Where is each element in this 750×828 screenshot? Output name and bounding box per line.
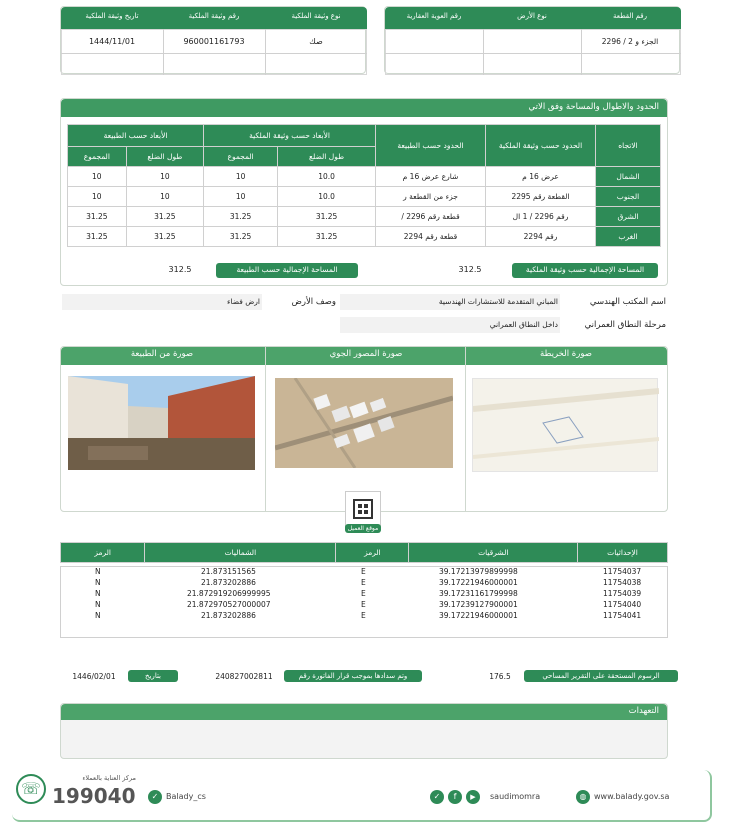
area-deed-value: 312.5 <box>458 265 482 274</box>
date-label: بتاريخ <box>128 670 178 682</box>
land-desc-label: وصف الأرض <box>291 297 336 307</box>
northing: 21.873151565 <box>201 567 256 576</box>
date-value: 1446/02/01 <box>72 672 116 681</box>
easting: 39.17221946000001 <box>439 611 518 620</box>
header-total-nature: المجموع <box>68 147 127 167</box>
bound-nature-cell: قطعة رقم 2296 / <box>376 207 486 227</box>
facebook-icon[interactable]: f <box>448 790 462 804</box>
notes-title: التعهدات <box>628 706 659 716</box>
deed-type-value: صك <box>309 37 323 46</box>
header-northings: الشماليات <box>145 543 336 563</box>
header-dims-deed: الأبعاد حسب وثيقة الملكية <box>204 125 376 147</box>
phone-number: 199040 <box>52 784 136 808</box>
northing: 21.873202886 <box>201 611 256 620</box>
dim-cell: 31.25 <box>278 207 376 227</box>
n-symbol: N <box>95 578 101 587</box>
aerial-image <box>275 378 453 468</box>
direction-cell: الشرق <box>596 207 661 227</box>
fee-value: 176.5 <box>489 672 511 681</box>
qr-code[interactable] <box>345 491 381 527</box>
invoice-value: 240827002811 <box>215 672 273 681</box>
header-side-nature: طول الضلع <box>126 147 203 167</box>
header-dims-nature: الأبعاد حسب الطبيعة <box>68 125 204 147</box>
direction-cell: الشمال <box>596 167 661 187</box>
deed-number-value: 960001161793 <box>183 37 245 46</box>
area-nature-label: المساحة الإجمالية حسب الطبيعة <box>216 263 358 278</box>
top-right-table <box>384 6 680 74</box>
notes-section <box>60 703 668 759</box>
header-land-type: نوع الأرض <box>517 12 547 20</box>
header-bounds-nature: الحدود حسب الطبيعة <box>376 125 486 167</box>
coord-id: 11754037 <box>603 567 642 576</box>
fee-label: الرسوم المستحقة على التقرير المساحي <box>524 670 678 682</box>
e-symbol: E <box>361 600 366 609</box>
header-coord-id: الإحداثيات <box>578 543 668 563</box>
easting: 39.17231161799998 <box>439 589 518 598</box>
header-plot-number: رقم القطعة <box>612 12 648 20</box>
social-icons <box>430 790 486 804</box>
nature-image-title: صورة من الطبيعة <box>130 349 194 359</box>
header-n-symbol: الرمز <box>61 543 145 563</box>
dim-cell: 10 <box>204 167 278 187</box>
bound-nature-cell: شارع عرض 16 م <box>376 167 486 187</box>
urban-value: داخل النطاق العمراني <box>489 320 558 329</box>
dim-cell: 31.25 <box>204 207 278 227</box>
boundaries-table <box>67 124 661 247</box>
e-symbol: E <box>361 589 366 598</box>
twitter-icon[interactable]: ✓ <box>148 790 162 804</box>
e-symbol: E <box>361 578 366 587</box>
dim-cell: 10.0 <box>278 167 376 187</box>
e-symbol: E <box>361 611 366 620</box>
dim-cell: 10 <box>126 167 203 187</box>
coord-id: 11754040 <box>603 600 642 609</box>
office-value: المباني المتقدمة للاستشارات الهندسية <box>438 297 558 306</box>
table-row <box>68 207 661 227</box>
n-symbol: N <box>95 611 101 620</box>
area-nature-value: 312.5 <box>168 265 192 274</box>
globe-icon: ◍ <box>576 790 590 804</box>
table-row <box>68 227 661 247</box>
dim-cell: 10 <box>68 167 127 187</box>
plot-number-value: 2296 / 2 الجزء و <box>601 37 659 46</box>
dim-cell: 10.0 <box>278 187 376 207</box>
header-direction: الاتجاه <box>596 125 661 167</box>
dim-cell: 10 <box>68 187 127 207</box>
website-link[interactable]: www.balady.gov.sa <box>594 792 670 801</box>
header-deed-date: تاريخ وثيقة الملكية <box>85 12 139 20</box>
dim-cell: 31.25 <box>278 227 376 247</box>
easting: 39.17213979899998 <box>439 567 518 576</box>
urban-label: مرحلة النطاق العمراني <box>584 320 666 330</box>
social-handle[interactable]: saudimomra <box>490 792 541 801</box>
map-image <box>472 378 658 472</box>
bound-deed-cell: عرض 16 م <box>486 167 596 187</box>
dim-cell: 10 <box>204 187 278 207</box>
bound-nature-cell: جزء من القطعة ر <box>376 187 486 207</box>
bound-deed-cell: القطعة رقم 2295 <box>486 187 596 207</box>
bound-deed-cell: رقم 2296 / 1 ال <box>486 207 596 227</box>
header-eastings: الشرقيات <box>409 543 578 563</box>
invoice-label: وتم سدادها بموجب قرار الفاتورة رقم <box>284 670 422 682</box>
bound-nature-cell: قطعة رقم 2294 <box>376 227 486 247</box>
coordinates-body <box>60 566 668 638</box>
coordinates-table <box>60 542 668 563</box>
dim-cell: 31.25 <box>126 227 203 247</box>
coord-id: 11754039 <box>603 589 642 598</box>
coord-id: 11754041 <box>603 611 642 620</box>
area-deed-label: المساحة الإجمالية حسب وثيقة الملكية <box>512 263 658 278</box>
northing: 21.873202886 <box>201 578 256 587</box>
easting: 39.17221946000001 <box>439 578 518 587</box>
header-deed-number: رقم وثيقة الملكية <box>188 12 240 20</box>
office-label: اسم المكتب الهندسي <box>589 297 666 307</box>
top-left-table <box>60 6 366 74</box>
nature-photo <box>68 376 255 470</box>
direction-cell: الجنوب <box>596 187 661 207</box>
phone-icon: ☏ <box>16 774 46 804</box>
n-symbol: N <box>95 567 101 576</box>
n-symbol: N <box>95 600 101 609</box>
n-symbol: N <box>95 589 101 598</box>
qr-label: موقع العميل <box>345 524 381 533</box>
twitter-handle[interactable]: Balady_cs <box>166 792 206 801</box>
care-label: مركز العناية بالعملاء <box>82 774 136 782</box>
map-image-title: صورة الخريطة <box>540 349 592 359</box>
dim-cell: 10 <box>126 187 203 207</box>
header-side-deed: طول الضلع <box>278 147 376 167</box>
bound-deed-cell: رقم 2294 <box>486 227 596 247</box>
easting: 39.17239127900001 <box>439 600 518 609</box>
header-e-symbol: الرمز <box>336 543 409 563</box>
e-symbol: E <box>361 567 366 576</box>
twitter-icon[interactable]: ✓ <box>430 790 444 804</box>
dim-cell: 31.25 <box>68 227 127 247</box>
boundaries-title: الحدود والاطوال والمساحة وفق الاتي <box>61 99 667 117</box>
dim-cell: 31.25 <box>126 207 203 227</box>
youtube-icon[interactable]: ▶ <box>466 790 480 804</box>
northing: 21.872970527000007 <box>187 600 271 609</box>
northing: 21.872919206999995 <box>187 589 271 598</box>
header-total-deed: المجموع <box>204 147 278 167</box>
aerial-image-title: صورة المصور الجوي <box>329 349 403 359</box>
deed-date-value: 1444/11/01 <box>88 37 136 46</box>
coord-id: 11754038 <box>603 578 642 587</box>
dim-cell: 31.25 <box>204 227 278 247</box>
header-deed-type: نوع وثيقة الملكية <box>291 12 341 20</box>
direction-cell: الغرب <box>596 227 661 247</box>
table-row <box>68 167 661 187</box>
land-desc-value: ارض فضاء <box>226 297 260 306</box>
header-bounds-deed: الحدود حسب وثيقة الملكية <box>486 125 596 167</box>
header-real-estate-number: رقم العوية العقارية <box>406 12 462 20</box>
dim-cell: 31.25 <box>68 207 127 227</box>
table-row <box>68 187 661 207</box>
